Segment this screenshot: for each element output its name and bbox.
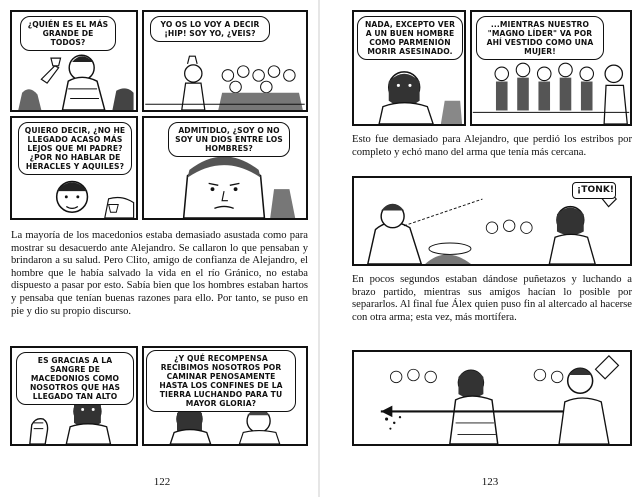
speech-bubble: NADA, EXCEPTO VER A UN BUEN HOMBRE COMO PARMENIÓN MORIR ASESINADO. xyxy=(357,16,463,60)
speech-bubble: ADMITIDLO, ¿SOY O NO SOY UN DIOS ENTRE LOS HOMBRES? xyxy=(168,122,290,157)
comic-panel-drinking-king xyxy=(10,10,138,112)
speech-bubble: ES GRACIAS A LA SANGRE DE MACEDONIOS COMO NOSOTROS QUE HAS LLEGADO TAN ALTO xyxy=(16,352,134,405)
comic-panel-thrown-object xyxy=(352,176,632,266)
comic-panel-soldiers-line xyxy=(470,10,632,126)
body-paragraph: La mayoría de los macedonios estaba demasiado asustada como para mostrar su desacuerdo ante Alejandro. Se callaron lo que pensaban y brindaron a su salud. Pero Clito, amigo de confianza de Alejandro, el hombre que le había salvado la vida en el río Gránico, no estaba dispuesto a pasar por esto. Sabía bien que los hombres estaban hartos y pensaba que tenían buenas razones para ello. Por tanto, se puso en pie y dio su propio discurso. xyxy=(11,230,308,317)
left-page xyxy=(0,0,318,497)
body-paragraph: En pocos segundos estaban dándose puñetazos y luchando a brazo partido, mientras sus amigos hacían lo posible por separarlos. Al final fue Álex quien puso fin al altercado al hacerse con otra arma; esta vez, más mortífera. xyxy=(352,274,632,323)
comic-panel-king-closeup xyxy=(10,116,138,220)
right-page xyxy=(320,0,638,497)
speech-bubble: ¿QUIÉN ES EL MÁS GRANDE DE TODOS? xyxy=(20,16,116,51)
comic-panel-parmenion xyxy=(352,10,466,126)
comic-panel-clito-fist xyxy=(10,346,138,446)
speech-bubble: ¿Y QUÉ RECOMPENSA RECIBIMOS NOSOTROS POR CAMINAR PENOSAMENTE HASTA LOS CONFINES DE LA TIERRA LUCHANDO PARA TU MAYOR GLORIA? xyxy=(146,350,296,412)
comic-panel-clito-speaks xyxy=(142,346,308,446)
comic-panel-spear-strike xyxy=(352,350,632,446)
body-paragraph: Esto fue demasiado para Alejandro, que perdió los estribos por completo y echó mano del arma que tenía más cercana. xyxy=(352,134,632,158)
comic-panel-crowd-toast xyxy=(142,10,308,112)
page-number: 123 xyxy=(481,476,499,488)
speech-bubble: QUIERO DECIR, ¿NO HE LLEGADO ACASO MÁS LEJOS QUE MI PADRE? ¿POR NO HABLAR DE HERACLES Y AQUILES? xyxy=(18,122,132,175)
page-number: 122 xyxy=(153,476,171,488)
comic-panel-soldier-closeup xyxy=(142,116,308,220)
speech-bubble: ...MIENTRAS NUESTRO "MAGNO LÍDER" VA POR AHÍ VESTIDO COMO UNA MUJER! xyxy=(476,16,604,60)
speech-bubble: YO OS LO VOY A DECIR ¡HIP! SOY YO, ¿VEIS? xyxy=(150,16,270,42)
panel-art-spear-through-clito xyxy=(354,352,630,444)
sound-effect-bubble: ¡TONK! xyxy=(572,182,616,199)
